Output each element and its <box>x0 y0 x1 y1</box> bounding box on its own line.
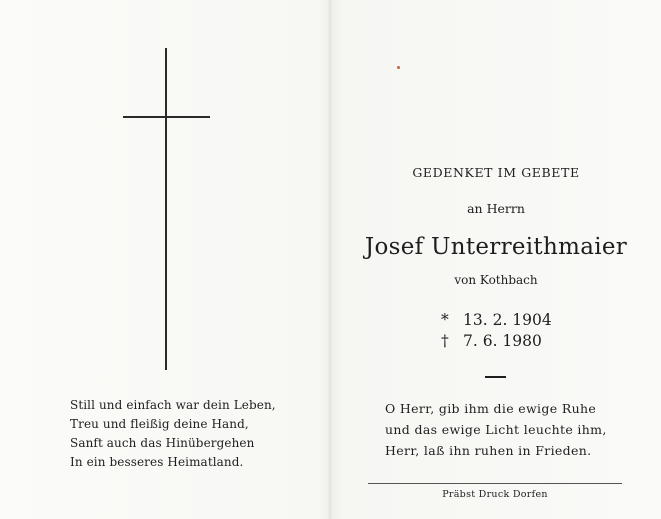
salutation: an Herrn <box>467 201 525 216</box>
divider-dash <box>485 376 506 378</box>
paper-speck <box>397 66 400 69</box>
printer-credit: Präbst Druck Dorfen <box>442 489 548 500</box>
poem-line: Treu und fleißig deine Hand, <box>70 417 249 431</box>
footer-rule <box>368 483 622 484</box>
poem <box>70 396 276 472</box>
deceased-name: Josef Unterreithmaier <box>364 234 628 260</box>
poem-line: In ein besseres Heimatland. <box>70 455 244 469</box>
prayer-line: und das ewige Licht leuchte ihm, <box>385 422 607 437</box>
prayer-line: O Herr, gib ihm die ewige Ruhe <box>385 401 597 416</box>
death-date: 7. 6. 1980 <box>463 332 542 350</box>
cross-horizontal-bar <box>123 116 210 118</box>
death-date-row <box>441 332 542 350</box>
cross-vertical-bar <box>165 48 167 370</box>
heading: GEDENKET IM GEBETE <box>412 165 580 180</box>
poem-line: Still und einfach war dein Leben, <box>70 398 276 412</box>
card-fold <box>328 0 332 519</box>
birth-date-row <box>441 311 552 329</box>
prayer-line: Herr, laß ihn ruhen in Frieden. <box>385 443 592 458</box>
death-dagger-icon: † <box>441 332 449 350</box>
poem-line: Sanft auch das Hinübergehen <box>70 436 255 450</box>
birth-star-icon: * <box>441 311 449 329</box>
origin: von Kothbach <box>454 273 538 287</box>
prayer <box>385 398 607 461</box>
birth-date: 13. 2. 1904 <box>463 311 552 329</box>
